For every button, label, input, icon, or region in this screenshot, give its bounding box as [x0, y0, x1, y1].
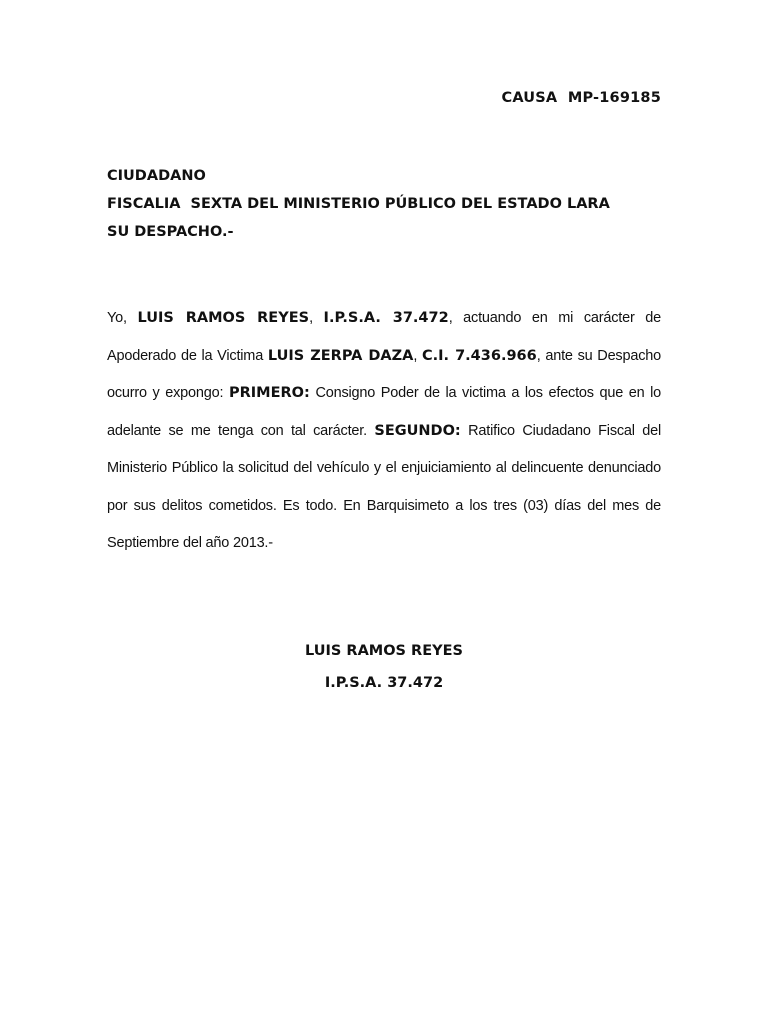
- body-text-segment: ,: [309, 310, 324, 326]
- body-text-segment: Yo,: [107, 310, 138, 326]
- body-text-segment: ,: [413, 347, 422, 364]
- body-bold-segundo: SEGUNDO:: [374, 422, 461, 439]
- addressee-office: FISCALIA SEXTA DEL MINISTERIO PÚBLICO DEL ESTADO LARA: [107, 196, 610, 212]
- case-number: CAUSA MP-169185: [501, 90, 661, 106]
- body-bold-ipsa: I.P.S.A. 37.472: [323, 310, 449, 326]
- body-text-segment: Consigno Poder de la victima a los efectos que en lo adelante se me tenga con tal carácter.: [107, 385, 662, 439]
- body-text-segment: , actuando en mi carácter de Apoderado de la Victima: [107, 310, 661, 364]
- signature-name: LUIS RAMOS REYES: [305, 643, 463, 659]
- signature-id: I.P.S.A. 37.472: [324, 675, 444, 691]
- body-bold-ci: C.I. 7.436.966: [422, 347, 537, 364]
- signature-block: [0, 640, 768, 704]
- body-bold-name: LUIS RAMOS REYES: [137, 310, 310, 326]
- addressee-block: [107, 165, 610, 249]
- body-text-segment: , ante su Despacho ocurro y expongo:: [107, 347, 661, 401]
- body-bold-victim: LUIS ZERPA DAZA: [267, 347, 414, 364]
- addressee-closing: SU DESPACHO.-: [107, 224, 234, 240]
- body-text-segment: Ratifico Ciudadano Fiscal del Ministerio Público la solicitud del vehículo y el enjuiciamiento al delincuente denunciado por sus delitos cometidos. Es todo. En Barquisimeto a los tres (03) días del mes de Septiembre del año 2013.-: [107, 422, 661, 551]
- body-bold-primero: PRIMERO:: [228, 385, 310, 401]
- addressee-title: CIUDADANO: [107, 168, 206, 184]
- body-paragraph: [107, 300, 661, 563]
